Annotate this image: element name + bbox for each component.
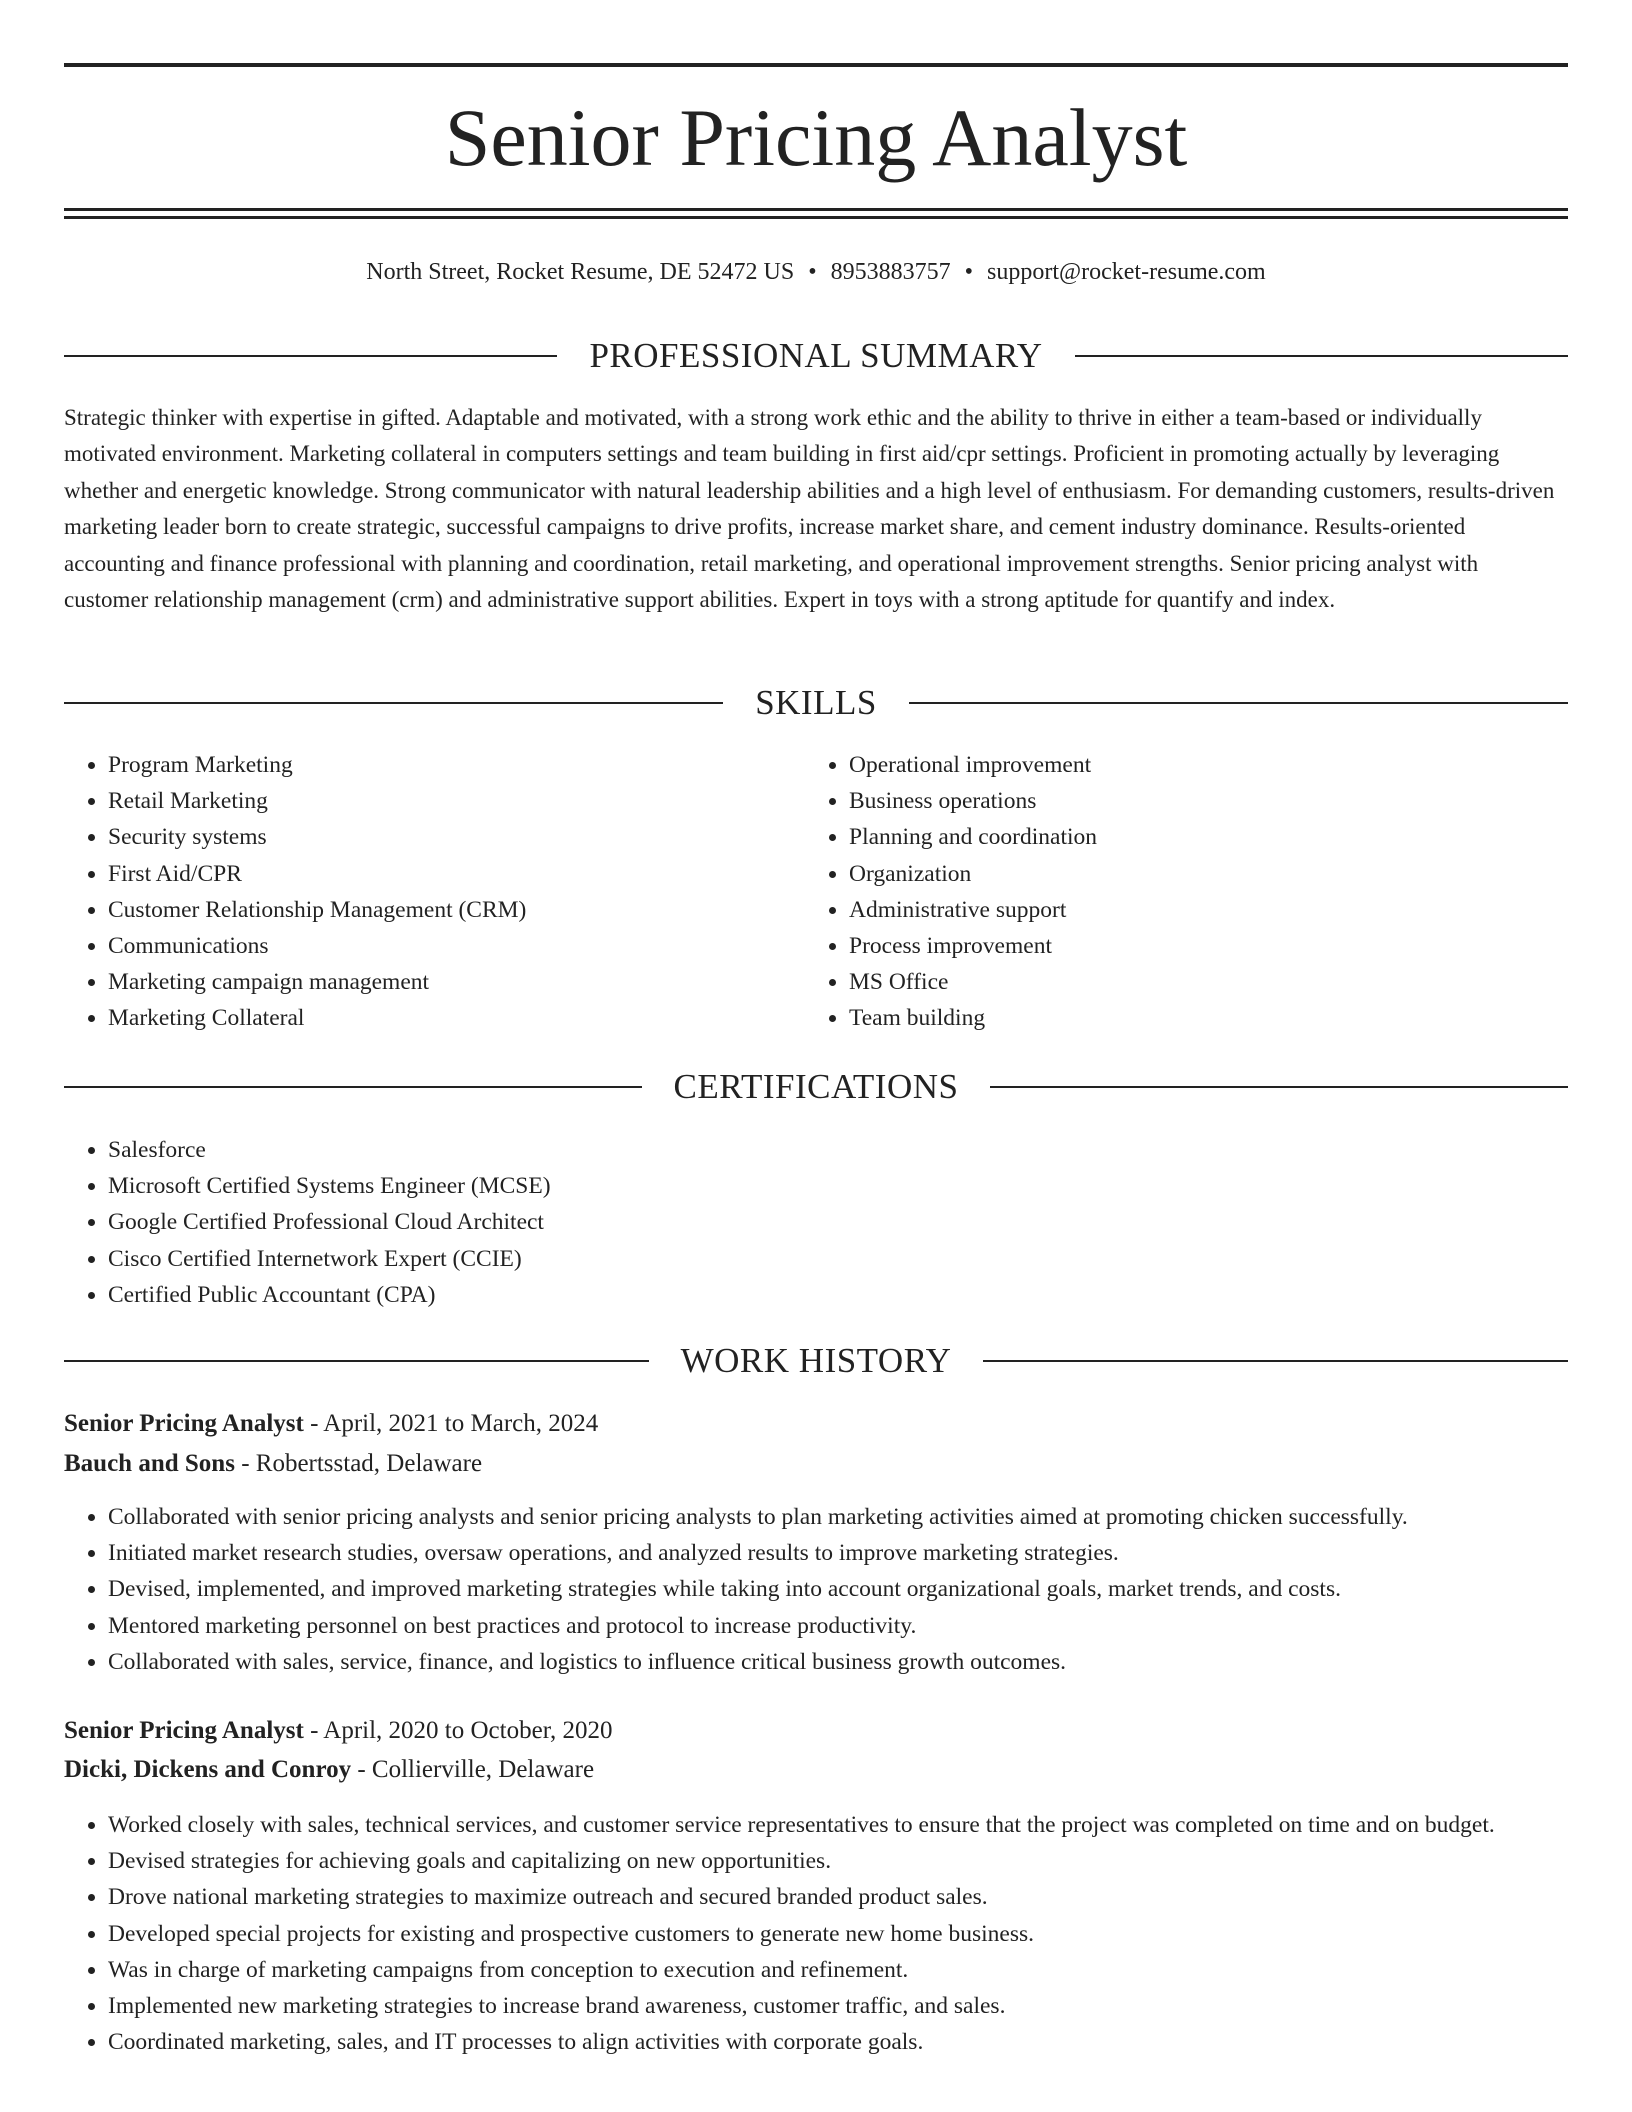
skill-item: • Operational improvement [849,747,1545,783]
heading-rule-right [990,1086,1568,1088]
job-location: - Robertsstad, Delaware [234,1450,483,1477]
certifications-heading [64,1065,1568,1109]
certifications-block [64,1132,1568,1313]
skills-column-right [805,747,1545,1037]
skill-item: • Customer Relationship Management (CRM) [108,892,804,928]
summary-heading [64,334,1568,378]
skills-list-right [805,747,1545,1037]
skill-item: • Communications [108,928,804,964]
job-title: Senior Pricing Analyst [64,1410,304,1437]
job-company-line [64,1751,1568,1789]
job-company-line [64,1445,1568,1483]
heading-rule-right [983,1360,1568,1362]
skill-item: • Program Marketing [108,747,804,783]
job-duties-list [64,1499,1568,1680]
duty-item: • Mentored marketing personnel on best practices and protocol to increase productivity. [108,1608,1568,1644]
contact-email: support@rocket-resume.com [987,259,1266,285]
skill-item: • Marketing campaign management [108,964,804,1000]
heading-rule-left [64,355,557,357]
duty-item: • Was in charge of marketing campaigns from conception to execution and refinement. [108,1952,1568,1988]
job-company: Bauch and Sons [64,1450,235,1477]
job-duties [64,1499,1568,1680]
heading-rule-left [64,1086,642,1088]
duty-item: • Implemented new marketing strategies to increase brand awareness, customer traffic, and sales. [108,1988,1568,2024]
duty-item: • Developed special projects for existing and prospective customers to generate new home business. [108,1916,1568,1952]
heading-rule-right [909,702,1568,704]
contact-address: North Street, Rocket Resume, DE 52472 US [366,259,795,285]
contact-phone: 8953883757 [830,259,951,285]
skill-item: • Team building [849,1000,1545,1036]
skill-item: • Retail Marketing [108,783,804,819]
skill-item: • Process improvement [849,928,1545,964]
heading-rule-right [1075,355,1568,357]
contact-line [64,254,1568,290]
skill-item: • First Aid/CPR [108,856,804,892]
certifications-list [64,1132,1568,1313]
skills-heading [64,681,1568,725]
skill-item: • MS Office [849,964,1545,1000]
duty-item: • Collaborated with sales, service, finance, and logistics to influence critical business growth outcomes. [108,1644,1568,1680]
summary-title: PROFESSIONAL SUMMARY [589,336,1043,375]
skill-item: • Security systems [108,819,804,855]
work-history-heading [64,1339,1568,1383]
job-company: Dicki, Dickens and Conroy [64,1756,352,1783]
duty-item: • Collaborated with senior pricing analysts and senior pricing analysts to plan marketing activities aimed at promoting chicken successfully. [108,1499,1568,1535]
skill-item: • Administrative support [849,892,1545,928]
duty-item: • Devised, implemented, and improved marketing strategies while taking into account organizational goals, market trends, and costs. [108,1571,1568,1607]
certification-item: • Certified Public Accountant (CPA) [108,1277,1568,1313]
job-title-line [64,1712,1568,1750]
skill-item: • Business operations [849,783,1545,819]
duty-item: • Initiated market research studies, oversaw operations, and analyzed results to improve marketing strategies. [108,1535,1568,1571]
contact-separator: • [964,259,974,285]
heading-rule-left [64,1360,649,1362]
job-location: - Collierville, Delaware [351,1756,595,1783]
top-rule [64,63,1568,67]
job-dates: - April, 2021 to March, 2024 [303,1410,599,1437]
skill-item: • Marketing Collateral [108,1000,804,1036]
resume-name: Senior Pricing Analyst [444,92,1188,183]
duty-item: • Drove national marketing strategies to maximize outreach and secured branded product sales. [108,1879,1568,1915]
name-rule-upper [64,208,1568,211]
skill-item: • Planning and coordination [849,819,1545,855]
job-dates: - April, 2020 to October, 2020 [303,1717,613,1744]
certifications-title: CERTIFICATIONS [673,1067,959,1106]
job-duties-list [64,1807,1568,2060]
certification-item: • Microsoft Certified Systems Engineer (MCSE) [108,1168,1568,1204]
certification-item: • Cisco Certified Internetwork Expert (CCIE) [108,1241,1568,1277]
certification-item: • Google Certified Professional Cloud Architect [108,1204,1568,1240]
summary-text: Strategic thinker with expertise in gifted. Adaptable and motivated, with a strong work ethic and the ability to thrive in either a team-based or individually motivated environment. Marketing collateral in computers settings and team building in first aid/cpr settings. Proficient in promoting actually by leveraging whether and energetic knowledge. Strong communicator with natural leadership abilities and a high level of enthusiasm. For demanding customers, results-driven marketing leader born to create strategic, successful campaigns to drive profits, increase market share, and cement industry dominance. Results-oriented accounting and finance professional with planning and coordination, retail marketing, and operational improvement strengths. Senior pricing analyst with customer relationship management (crm) and administrative support abilities. Expert in toys with a strong aptitude for quantify and index. [64,405,1555,613]
skill-item: • Organization [849,856,1545,892]
contact-separator: • [808,259,817,285]
duty-item: • Coordinated marketing, sales, and IT processes to align activities with corporate goals. [108,2024,1568,2060]
heading-rule-left [64,702,723,704]
duty-item: • Worked closely with sales, technical services, and customer service representatives to ensure that the project was completed on time and on budget. [108,1807,1568,1843]
work-history-title: WORK HISTORY [680,1341,952,1380]
skills-column-left [64,747,804,1037]
job-title: Senior Pricing Analyst [64,1717,304,1744]
skills-list-left [64,747,804,1037]
skills-title: SKILLS [755,683,877,722]
job-duties [64,1807,1568,2060]
name-rule-lower [64,216,1568,219]
job-title-line [64,1405,1568,1443]
certification-item: • Salesforce [108,1132,1568,1168]
duty-item: • Devised strategies for achieving goals and capitalizing on new opportunities. [108,1843,1568,1879]
